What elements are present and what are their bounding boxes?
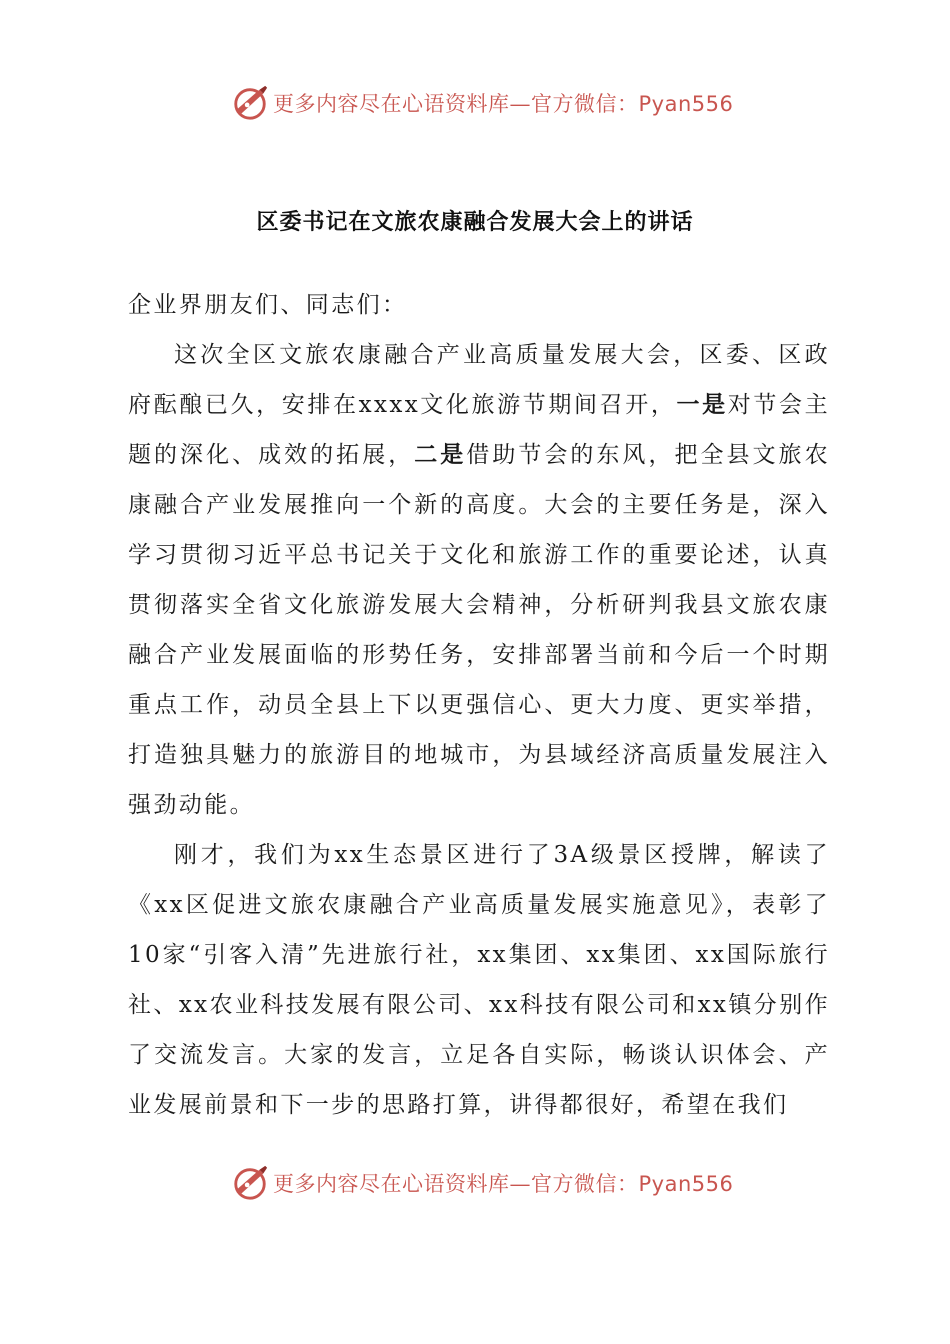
document-body — [128, 280, 830, 1130]
wechat-id: Pyan556 — [638, 1172, 734, 1196]
document-title: 区委书记在文旅农康融合发展大会上的讲话 — [256, 210, 694, 235]
pen-logo-icon — [231, 84, 269, 122]
watermark-banner-top — [0, 83, 950, 123]
paragraph-2: 刚才，我们为xx生态景区进行了3A级景区授牌，解读了《xx区促进文旅农康融合产业高质量发展实施意见》，表彰了10家“引客入清”先进旅行社，xx集团、xx集团、xx国际旅行社、xx农业科技发展有限公司、xx科技有限公司和xx镇分别作了交流发言。大家的发言，立足各自实际，畅谈认识体会、产业发展前景和下一步的思路打算，讲得都很好，希望在我们 — [128, 842, 830, 1118]
salutation: 企业界朋友们、同志们： — [128, 292, 408, 318]
emphasis-second: 二是 — [414, 442, 467, 468]
pen-logo-icon — [231, 1164, 269, 1202]
watermark-banner-bottom — [0, 1163, 950, 1203]
wechat-id: Pyan556 — [638, 92, 734, 116]
watermark-text: 更多内容尽在心语资料库—官方微信：Pyan556 — [273, 1172, 734, 1196]
paragraph-1: 这次全区文旅农康融合产业高质量发展大会，区委、区政府酝酿已久，安排在xxxx文化旅游节期间召开，一是对节会主题的深化、成效的拓展，二是借助节会的东风，把全县文旅农康融合产业发展推向一个新的高度。大会的主要任务是，深入学习贯彻习近平总书记关于文化和旅游工作的重要论述，认真贯彻落实全省文化旅游发展大会精神，分析研判我县文旅农康融合产业发展面临的形势任务，安排部署当前和今后一个时期重点工作，动员全县上下以更强信心、更大力度、更实举措，打造独具魅力的旅游目的地城市，为县域经济高质量发展注入强劲动能。 — [128, 342, 830, 818]
watermark-text: 更多内容尽在心语资料库—官方微信：Pyan556 — [273, 92, 734, 116]
emphasis-first: 一是 — [676, 392, 728, 418]
